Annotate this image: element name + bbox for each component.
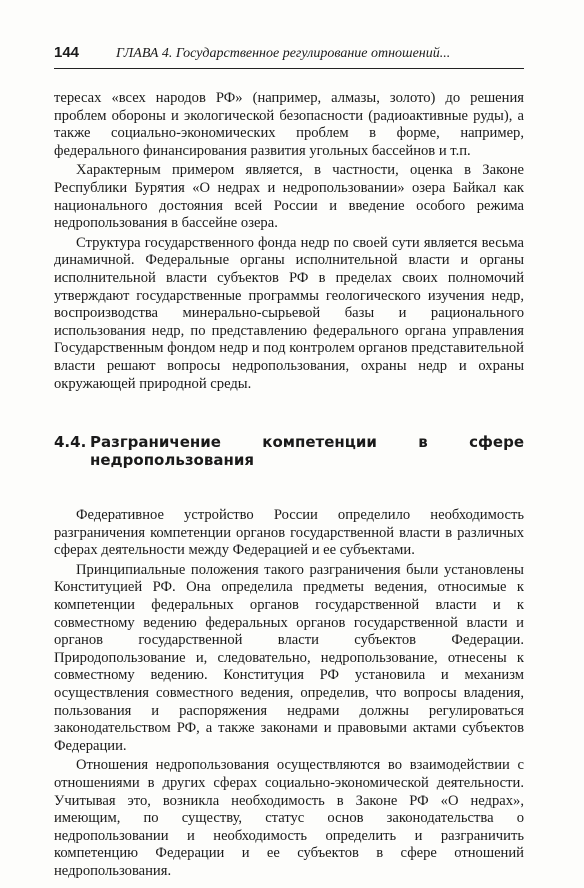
section-heading	[54, 433, 524, 469]
page-body	[54, 90, 524, 883]
paragraph: тересах «всех народов РФ» (например, алмазы, золото) до решения проблем обороны и экологической безопасности (радиоактивные руды), а также социально-экономических проблем в форме, например, федерального финансирования развития угольных бассейнов и т.п.	[54, 90, 524, 159]
paragraph: Структура государственного фонда недр по своей сути является весьма динамичной. Федеральные органы исполнительной власти и органы исполнительной власти субъектов РФ в пределах своих полномочий утверждают государственные программы геологического изучения недр, воспроизводства минерально-сырьевой базы и рационального использования недр, по представлению федерального органа управления Государственным фондом недр и под контролем органов представительной власти решают вопросы недропользования, охраны недр и охраны окружающей природной среды.	[54, 234, 524, 392]
paragraph: Характерным примером является, в частности, оценка в Законе Республики Бурятия «О недрах и недропользовании» озера Байкал как национального достояния всей России и введение особого режима недропользования в бассейне озера.	[54, 162, 524, 232]
paragraph: Принципиальные положения такого разграничения были установлены Конституцией РФ. Она определила предметы ведения, относимые к компетенции федеральных органов государственной власти и к совместному ведению федеральных органов государственной власти и органов государственной власти субъектов Федерации. Природопользование и, следовательно, недропользование, отнесены к совместному ведению. Конституция РФ установила и механизм осуществления совместного ведения, определив, что вопросы владения, пользования и распоряжения недрами должны регулироваться законодательством РФ, а также законами и правовыми актами субъектов Федерации.	[54, 561, 524, 754]
page-header	[54, 44, 524, 69]
running-head: ГЛАВА 4. Государственное регулирование отношений...	[116, 46, 451, 61]
section-title-text: Разграничение компетенции в сфере недропользования	[90, 433, 524, 470]
paragraph: Федеративное устройство России определило необходимость разграничения компетенции органов государственной власти в различных сферах деятельности между Федерацией и ее субъектами.	[54, 507, 524, 559]
page-number: 144	[54, 44, 80, 61]
section-number: 4.4.	[54, 433, 87, 452]
paragraph: Отношения недропользования осуществляются во взаимодействии с отношениями в других сферах социально-экономической деятельности. Учитывая это, возникла необходимость в Законе РФ «О недрах», имеющим, по существу, статус основ законодательства о недропользовании и необходимость определить и разграничить компетенцию Федерации и ее субъектов в сфере отношений недропользования.	[54, 757, 524, 879]
